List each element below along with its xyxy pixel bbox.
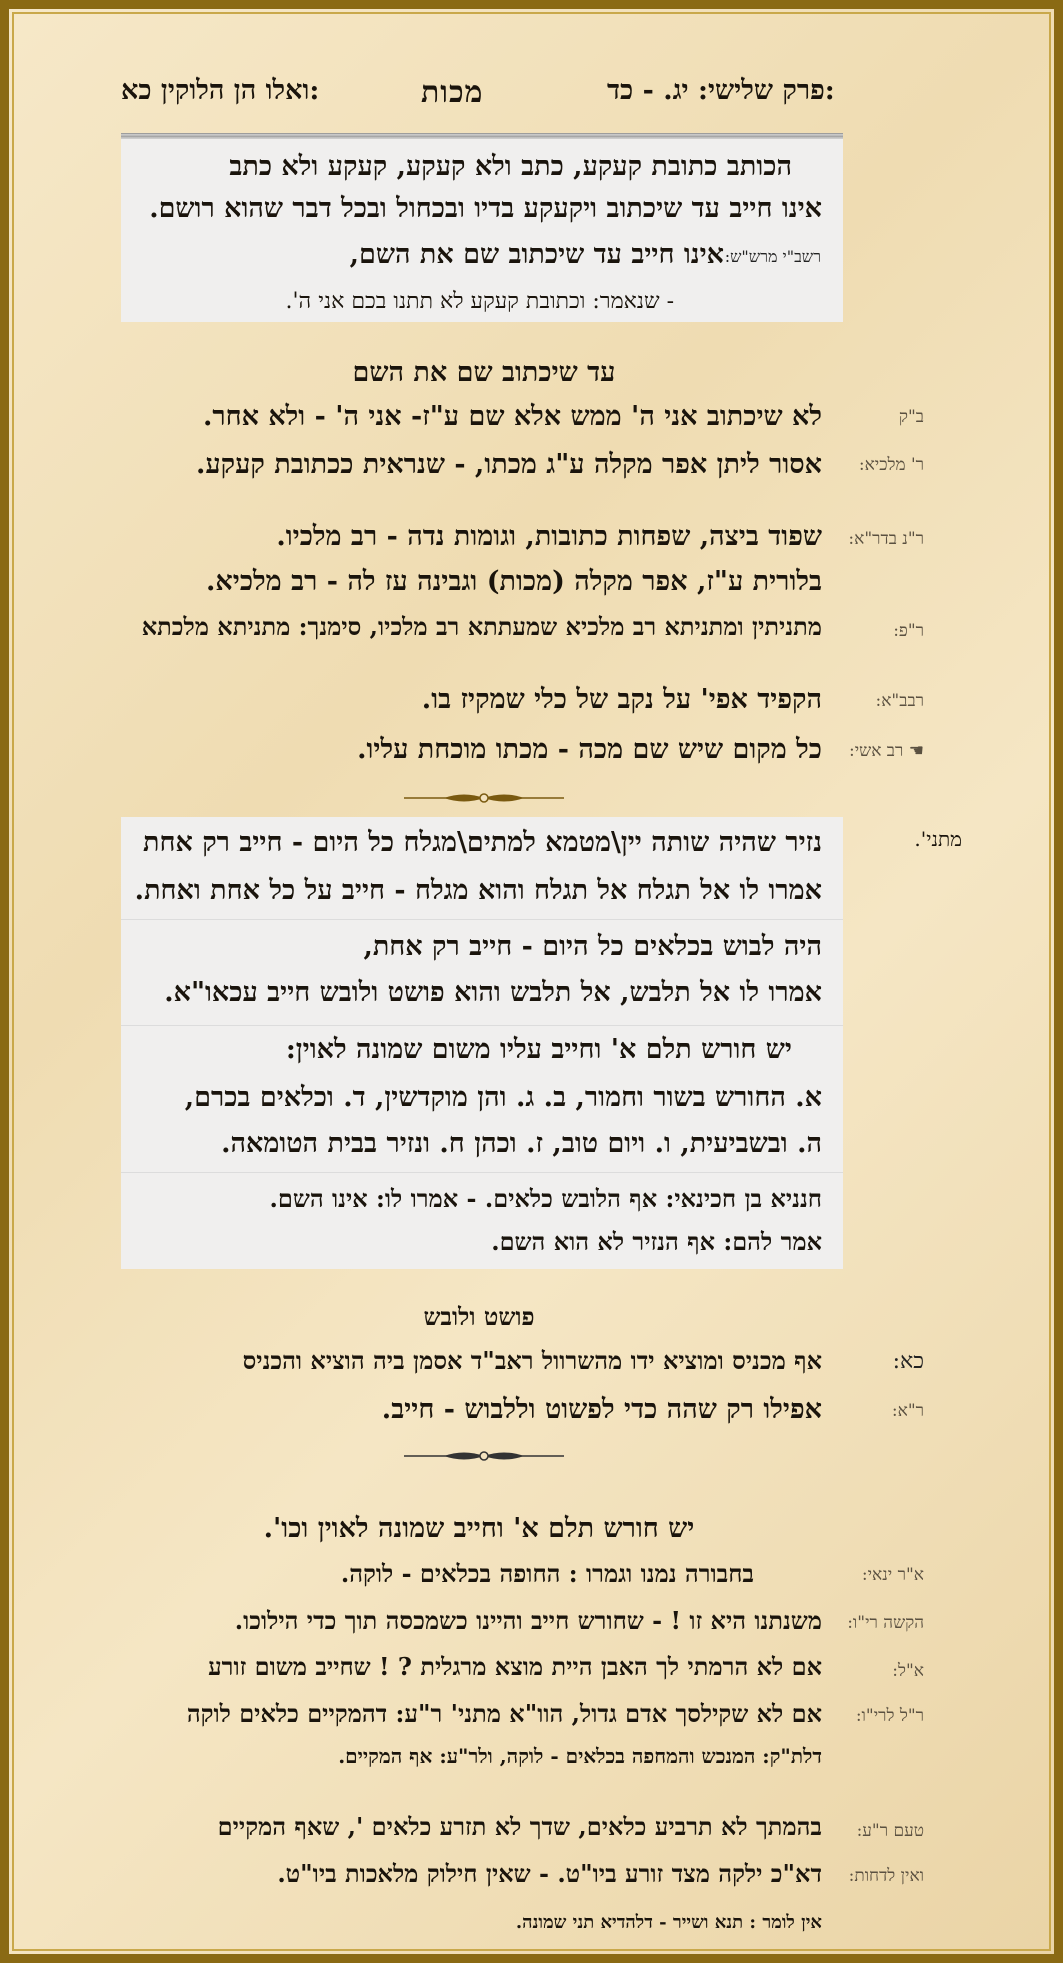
mishna-label: מתני'. <box>914 827 962 851</box>
s3-row-2: אם לא הרמתי לך האבן היית מוצא מרגלית ? ! שחייב משום זורע <box>208 1652 822 1681</box>
s2-margin-0: כא: <box>892 1349 924 1374</box>
s3-row-4: דלת"ק: המנכש והמחפה בכלאים - לוקה, ולר"ע: אף המקיים. <box>338 1744 822 1768</box>
s1-margin-4: ר"פ: <box>893 621 924 641</box>
s3-row-3: אם לא שקילסך אדם גדול, הוו"א מתני' ר"ע: דהמקיים כלאים לוקה <box>186 1699 822 1728</box>
s3-row-1: משנתנו היא זו ! - שחורש חייב והיינו כשמכסה תוך כדי הילוכו. <box>234 1606 822 1635</box>
mishna-sep-1 <box>121 919 843 920</box>
section2-heading: פושט ולובש <box>423 1302 535 1331</box>
mishna-line-1: אמרו לו אל תגלח אל תגלח והוא מגלח - חייב על כל אחת ואחת. <box>134 875 822 906</box>
mishna-line-3: אמרו לו אל תלבש, אל תלבש והוא פושט ולובש חייב עכאו"א. <box>164 977 822 1008</box>
header-left-title: ואלו הן הלוקין כא: <box>121 75 320 106</box>
ornament-divider <box>404 1449 564 1463</box>
s3-margin-3: ר"ל לרי"ו: <box>855 1706 924 1726</box>
box1-line1: הכותב כתובת קעקע, כתב ולא קעקע, קעקע ולא כתב <box>229 151 792 182</box>
s3-row-5: בהמתך לא תרביע כלאים, שדך לא תזרע כלאים ', שאף המקיים <box>217 1812 822 1841</box>
s1-row-3: בלורית ע"ז, אפר מקלה (מכות) וגבינה עז לה - רב מלכיא. <box>206 566 822 597</box>
section1-heading: עד שיכתוב שם את השם <box>352 357 616 388</box>
s1-margin-0: ב"ק <box>898 407 924 427</box>
s1-row-6: כל מקום שיש שם מכה - מכתו מוכחת עליו. <box>357 734 822 765</box>
ornament-divider <box>404 791 564 805</box>
mishna-line-6: ה. ובשביעית, ו. ויום טוב, ז. וכהן ח. ונזיר בבית הטומאה. <box>221 1128 822 1159</box>
s1-margin-6: ☚ רב אשי: <box>848 741 924 761</box>
s2-margin-1: ר"א: <box>891 1401 924 1421</box>
mishna-line-7: חנניא בן חכינאי: אף הלובש כלאים. - אמרו לו: אינו השם. <box>269 1184 822 1213</box>
box1-line4: - שנאמר: וכתובת קעקע לא תתנו בכם אני ה'. <box>285 289 674 314</box>
s3-margin-6: ואין לדחות: <box>848 1866 924 1886</box>
box1-line2: אינו חייב עד שיכתוב ויקעקע בדיו ובכחול ובכל דבר שהוא רושם. <box>149 193 822 224</box>
mishna-line-2: היה לבוש בכלאים כל היום - חייב רק אחת, <box>363 931 822 962</box>
s3-margin-2: א"ל: <box>892 1661 924 1681</box>
header-center-title: מכות <box>421 75 484 110</box>
mishna-sep-3 <box>121 1172 843 1173</box>
s2-row-1: אפילו רק שהה כדי לפשוט וללבוש - חייב. <box>381 1394 822 1425</box>
s3-margin-1: הקשה רי"ו: <box>847 1613 924 1633</box>
box1-line3: אינו חייב עד שיכתוב שם את השם, <box>349 239 724 270</box>
mishna-line-5: א. החורש בשור וחמור, ב. ג. והן מוקדשין, ד. וכלאים בכרם, <box>184 1082 822 1113</box>
s1-row-2: שפוד ביצה, שפחות כתובות, וגומות נדה - רב מלכיו. <box>276 521 822 552</box>
s3-row-0: בחבורה נמנו וגמרו : החופה בכלאים - לוקה. <box>340 1559 754 1588</box>
s2-row-0: אף מכניס ומוציא ידו מהשרוול ראב"ד אסמן ביה הוציא והכניס <box>242 1346 822 1375</box>
header-right-title: פרק שלישי: יג. - כד: <box>607 75 835 106</box>
s1-margin-5: רבב"א: <box>875 691 924 711</box>
s3-row-6: דא"כ ילקה מצד זורע ביו"ט. - שאין חילוק מלאכות ביו"ט. <box>277 1859 822 1888</box>
s1-margin-2: ר"נ בדר"א: <box>848 529 924 549</box>
mishna-line-8: אמר להם: אף הנזיר לא הוא השם. <box>491 1227 822 1256</box>
mishna-sep-2 <box>121 1025 843 1026</box>
s1-row-0: לא שיכתוב אני ה' ממש אלא שם ע"ז- אני ה' - ולא אחר. <box>202 401 822 432</box>
s1-row-1: אסור ליתן אפר מקלה ע"ג מכתו, - שנראית ככתובת קעקע. <box>195 449 822 480</box>
s1-row-5: הקפיד אפי' על נקב של כלי שמקיז בו. <box>421 684 822 715</box>
s1-margin-1: ר' מלכיא: <box>858 455 924 475</box>
box1-line3-prefix: רשב"י מרש"ש: <box>724 247 821 266</box>
s3-margin-5: טעם ר"ע: <box>856 1821 924 1841</box>
section3-heading: יש חורש תלם א' וחייב שמונה לאוין וכו'. <box>263 1513 695 1544</box>
s3-row-7: אין לומר : תנא ושייר - דלהדיא תני שמונה. <box>515 1912 822 1933</box>
s1-row-4: מתניתין ומתניתא רב מלכיא שמעתתא רב מלכיו, סימנך: מתניתא מלכתא <box>141 612 822 641</box>
mishna-line-4: יש חורש תלם א' וחייב עליו משום שמונה לאוין: <box>285 1034 792 1065</box>
mishna-line-0: נזיר שהיה שותה יין\מטמא למתים\מגלח כל היום - חייב רק אחת <box>143 827 822 858</box>
s3-margin-0: א"ר ינאי: <box>861 1565 924 1585</box>
